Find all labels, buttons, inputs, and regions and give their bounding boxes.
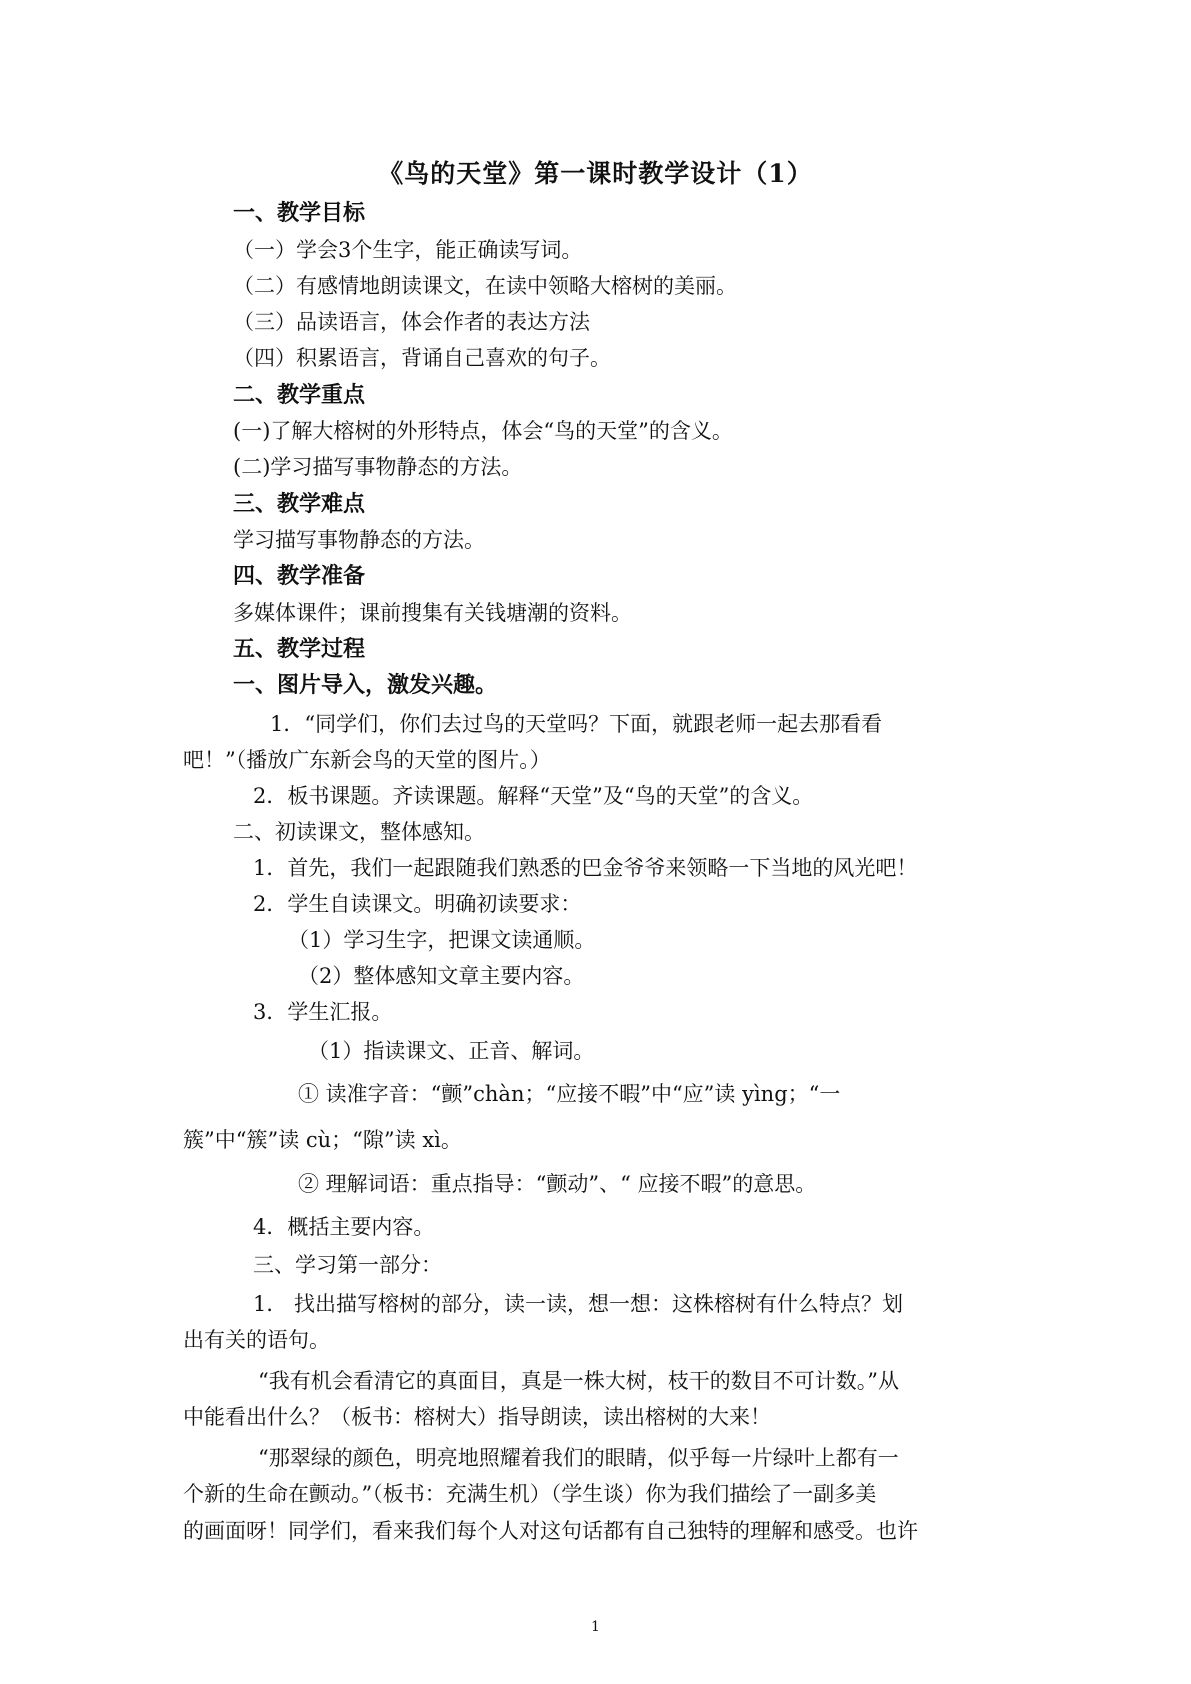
objective-2: （二）有感情地朗读课文，在读中领略大榕树的美丽。 <box>233 274 737 298</box>
section-heading-key-points: 二、教学重点 <box>233 382 366 408</box>
key-point-2: (二)学习描写事物静态的方法。 <box>233 455 523 479</box>
paragraph-line: 1．“同学们，你们去过鸟的天堂吗？下面，就跟老师一起去那看看 <box>270 712 883 736</box>
paragraph-line: 出有关的语句。 <box>183 1328 330 1352</box>
difficulty-text: 学习描写事物静态的方法。 <box>233 528 485 552</box>
paragraph-line: 1． 找出描写榕树的部分，读一读，想一想：这株榕树有什么特点？划 <box>253 1292 904 1316</box>
paragraph-line: 个新的生命在颤动。”（板书：充满生机）（学生谈）你为我们描绘了一副多美 <box>183 1482 877 1506</box>
section-heading-preparation: 四、教学准备 <box>233 563 366 589</box>
paragraph-line: 3．学生汇报。 <box>253 1000 393 1024</box>
preparation-text: 多媒体课件；课前搜集有关钱塘潮的资料。 <box>233 601 632 625</box>
page-number: 1 <box>591 1619 600 1635</box>
step-heading-1: 一、图片导入，激发兴趣。 <box>233 672 498 698</box>
paragraph-line: 簇”中“簇”读 cù；“隙”读 xì。 <box>183 1128 462 1152</box>
paragraph-line: （1）指读课文、正音、解词。 <box>308 1039 595 1063</box>
objective-1: （一）学会3个生字，能正确读写词。 <box>233 238 583 262</box>
paragraph-line: （2）整体感知文章主要内容。 <box>298 964 585 988</box>
paragraph-line: 的画面呀！同学们，看来我们每个人对这句话都有自己独特的理解和感受。也许 <box>183 1519 918 1543</box>
section-heading-difficulties: 三、教学难点 <box>233 491 366 517</box>
key-point-1: (一)了解大榕树的外形特点，体会“鸟的天堂”的含义。 <box>233 419 733 443</box>
step-heading-3: 三、学习第一部分： <box>253 1253 442 1277</box>
paragraph-line: 1．首先，我们一起跟随我们熟悉的巴金爷爷来领略一下当地的风光吧！ <box>253 856 918 880</box>
paragraph-line: ① 读准字音：“颤”chàn；“应接不暇”中“应”读 yìng；“一 <box>298 1082 841 1106</box>
section-heading-objectives: 一、教学目标 <box>233 200 366 226</box>
section-heading-process: 五、教学过程 <box>233 636 366 662</box>
paragraph-line: 4．概括主要内容。 <box>253 1215 435 1239</box>
step-heading-2: 二、初读课文，整体感知。 <box>233 820 485 844</box>
document-title: 《鸟的天堂》第一课时教学设计（1） <box>378 159 813 188</box>
paragraph-line: ② 理解词语：重点指导：“颤动”、“ 应接不暇”的意思。 <box>298 1172 817 1196</box>
objective-3: （三）品读语言，体会作者的表达方法 <box>233 310 590 334</box>
paragraph-line: （1）学习生字，把课文读通顺。 <box>288 928 596 952</box>
paragraph-line: 2．学生自读课文。明确初读要求： <box>253 892 582 916</box>
paragraph-line: “我有机会看清它的真面目，真是一株大树，枝干的数目不可计数。”从 <box>258 1369 899 1393</box>
paragraph-line: 中能看出什么？（板书：榕树大）指导朗读，读出榕树的大来！ <box>183 1405 771 1429</box>
objective-4: （四）积累语言，背诵自己喜欢的句子。 <box>233 346 611 370</box>
paragraph-line: “那翠绿的颜色，明亮地照耀着我们的眼睛，似乎每一片绿叶上都有一 <box>258 1446 899 1470</box>
paragraph-line: 2．板书课题。齐读课题。解释“天堂”及“鸟的天堂”的含义。 <box>253 784 814 808</box>
paragraph-line: 吧！”（播放广东新会鸟的天堂的图片。） <box>183 748 551 772</box>
